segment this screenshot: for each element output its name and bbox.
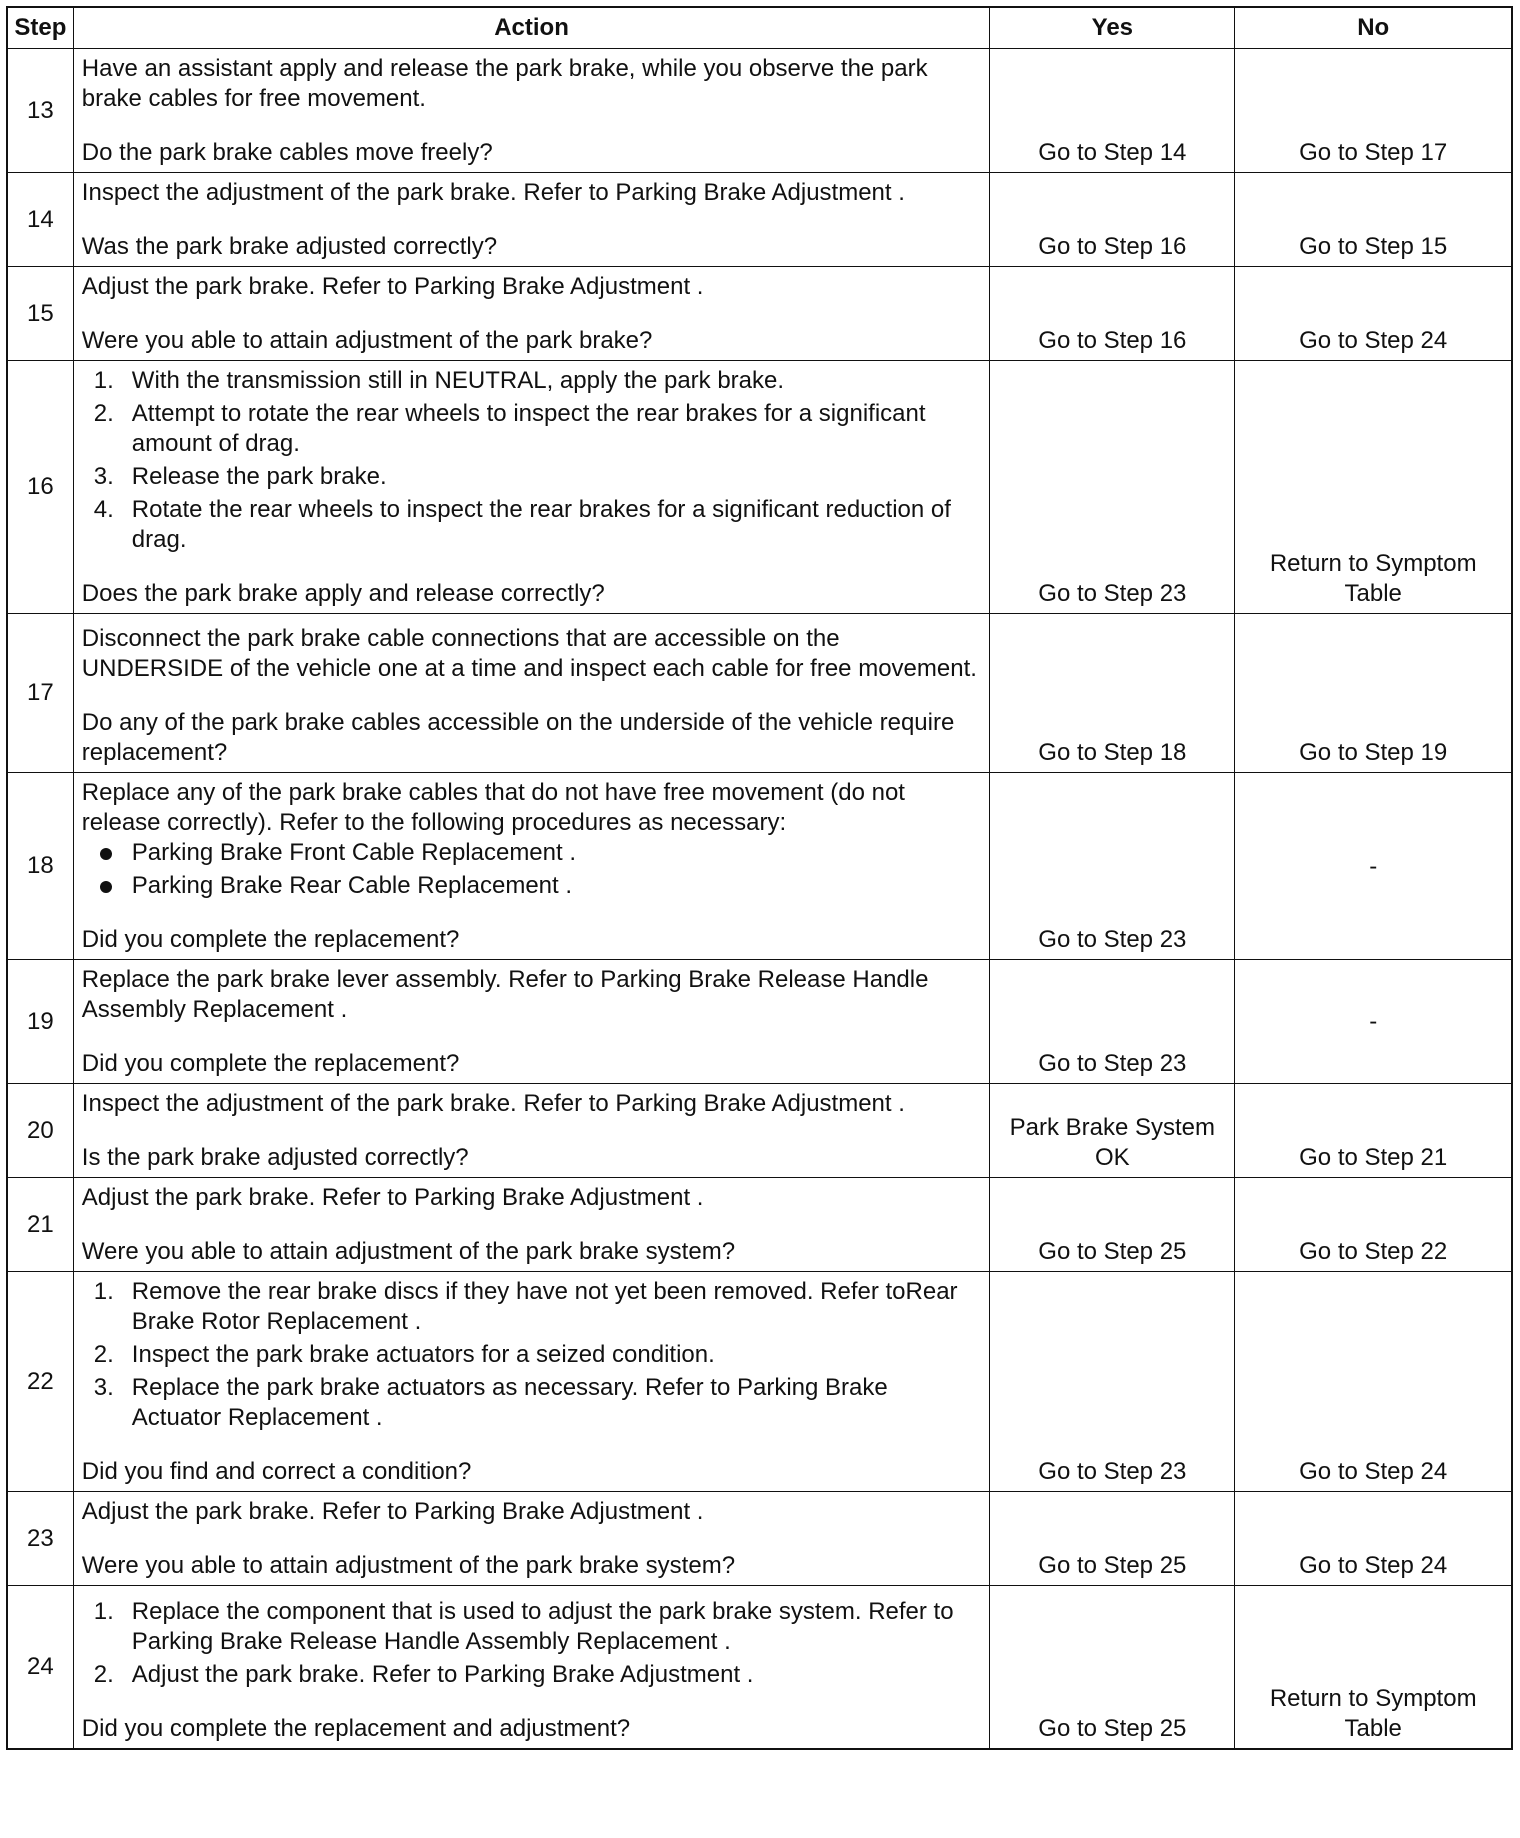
table-row — [7, 614, 1512, 773]
sub-step — [82, 1597, 981, 1657]
table-row — [7, 267, 1512, 361]
action-text: Replace any of the park brake cables that do not have free movement (do not release correctly). Refer to the following procedures as necessary: — [81, 779, 905, 836]
yes-result[interactable]: Go to Step 23 — [990, 960, 1235, 1084]
action-text: Adjust the park brake. Refer to Parking Brake Adjustment . — [81, 273, 704, 300]
question-text: Was the park brake adjusted correctly? — [81, 233, 498, 260]
sub-step-text: Remove the rear brake discs if they have not yet been removed. Refer toRear Brake Rotor Replacement . — [131, 1278, 958, 1335]
header-action: Action — [73, 7, 989, 49]
procedure-link[interactable] — [82, 871, 981, 901]
sub-step-text: Replace the park brake actuators as necessary. Refer to Parking Brake Actuator Replacement . — [131, 1374, 888, 1431]
numbered-steps — [82, 366, 981, 555]
table-row — [7, 1084, 1512, 1178]
action-text: Disconnect the park brake cable connections that are accessible on the UNDERSIDE of the vehicle one at a time and inspect each cable for free movement. — [81, 625, 977, 682]
action-cell — [73, 1492, 989, 1586]
no-result[interactable]: Go to Step 24 — [1235, 1272, 1512, 1492]
action-text: Adjust the park brake. Refer to Parking Brake Adjustment . — [81, 1184, 704, 1211]
numbered-steps — [82, 1277, 981, 1433]
sub-step — [82, 1373, 981, 1433]
question-text: Did you complete the replacement and adjustment? — [81, 1714, 631, 1742]
header-no: No — [1235, 7, 1512, 49]
procedure-label: Parking Brake Front Cable Replacement . — [131, 839, 577, 866]
table-row — [7, 49, 1512, 173]
sub-step-text: Adjust the park brake. Refer to Parking Brake Adjustment . — [131, 1660, 754, 1688]
question-text: Were you able to attain adjustment of the park brake system? — [81, 1552, 736, 1579]
question-text: Is the park brake adjusted correctly? — [81, 1144, 469, 1171]
no-result: - — [1235, 773, 1512, 960]
sub-step-text: Attempt to rotate the rear wheels to inspect the rear brakes for a significant amount of drag. — [131, 400, 926, 457]
no-result[interactable]: Go to Step 21 — [1235, 1084, 1512, 1178]
action-text: Replace the park brake lever assembly. Refer to Parking Brake Release Handle Assembly Replacement . — [81, 966, 929, 1023]
question-text: Does the park brake apply and release correctly? — [81, 580, 605, 607]
table-row — [7, 361, 1512, 614]
action-text: Have an assistant apply and release the park brake, while you observe the park brake cables for free movement. — [81, 55, 928, 112]
table-row — [7, 1492, 1512, 1586]
yes-result[interactable]: Go to Step 14 — [990, 49, 1235, 173]
action-cell — [73, 173, 989, 267]
table-row — [7, 173, 1512, 267]
sub-step — [82, 1660, 981, 1690]
sub-step — [82, 462, 981, 492]
step-number: 13 — [7, 49, 73, 173]
no-result: - — [1235, 960, 1512, 1084]
header-row — [7, 7, 1512, 49]
action-text: Adjust the park brake. Refer to Parking Brake Adjustment . — [81, 1498, 704, 1525]
sub-step-number: 2. — [93, 1341, 114, 1368]
table-row — [7, 1586, 1512, 1749]
yes-result[interactable]: Go to Step 18 — [990, 614, 1235, 773]
question-text: Were you able to attain adjustment of the park brake system? — [81, 1238, 736, 1265]
action-cell — [73, 1178, 989, 1272]
question-text: Did you complete the replacement? — [81, 1050, 460, 1077]
action-cell — [73, 1084, 989, 1178]
action-cell — [73, 49, 989, 173]
sub-step — [82, 366, 981, 396]
header-step: Step — [7, 7, 73, 49]
question-text: Did you find and correct a condition? — [81, 1458, 472, 1485]
procedure-list — [82, 838, 981, 901]
action-cell — [73, 361, 989, 614]
question-text: Do any of the park brake cables accessible on the underside of the vehicle require replacement? — [81, 709, 955, 766]
sub-step-number: 1. — [93, 1597, 114, 1625]
step-number: 20 — [7, 1084, 73, 1178]
step-number: 24 — [7, 1586, 73, 1749]
diagnostic-table — [6, 6, 1513, 1750]
procedure-label: Parking Brake Rear Cable Replacement . — [131, 872, 573, 899]
no-result[interactable]: Go to Step 24 — [1235, 267, 1512, 361]
yes-result[interactable]: Go to Step 23 — [990, 773, 1235, 960]
sub-step-number: 3. — [93, 463, 114, 490]
no-result[interactable]: Go to Step 24 — [1235, 1492, 1512, 1586]
action-text: Inspect the adjustment of the park brake. Refer to Parking Brake Adjustment . — [81, 1090, 905, 1117]
no-result[interactable]: Go to Step 15 — [1235, 173, 1512, 267]
yes-result[interactable]: Go to Step 25 — [990, 1492, 1235, 1586]
yes-result[interactable]: Go to Step 23 — [990, 361, 1235, 614]
no-result[interactable]: Go to Step 22 — [1235, 1178, 1512, 1272]
numbered-steps — [82, 1597, 981, 1690]
sub-step — [82, 399, 981, 459]
sub-step-number: 2. — [93, 1660, 114, 1688]
action-cell — [73, 267, 989, 361]
sub-step-text: Inspect the park brake actuators for a seized condition. — [131, 1341, 715, 1368]
table-row — [7, 1178, 1512, 1272]
sub-step — [82, 495, 981, 555]
question-text: Were you able to attain adjustment of the park brake? — [81, 327, 653, 354]
sub-step — [82, 1277, 981, 1337]
procedure-link[interactable] — [82, 838, 981, 868]
no-result[interactable]: Go to Step 19 — [1235, 614, 1512, 773]
sub-step — [82, 1340, 981, 1370]
step-number: 14 — [7, 173, 73, 267]
yes-result[interactable]: Go to Step 16 — [990, 173, 1235, 267]
yes-result[interactable]: Park Brake System OK — [990, 1084, 1235, 1178]
table-row — [7, 960, 1512, 1084]
action-cell — [73, 1586, 989, 1749]
sub-step-text: Rotate the rear wheels to inspect the rear brakes for a significant reduction of drag. — [131, 496, 951, 553]
action-cell — [73, 960, 989, 1084]
action-cell — [73, 614, 989, 773]
yes-result[interactable]: Go to Step 25 — [990, 1586, 1235, 1749]
step-number: 16 — [7, 361, 73, 614]
sub-step-number: 1. — [93, 1278, 114, 1305]
sub-step-text: Replace the component that is used to adjust the park brake system. Refer to Parking Brake Release Handle Assembly Replacement . — [131, 1597, 954, 1655]
step-number: 18 — [7, 773, 73, 960]
no-result[interactable]: Go to Step 17 — [1235, 49, 1512, 173]
action-cell — [73, 1272, 989, 1492]
table-row — [7, 1272, 1512, 1492]
sub-step-number: 1. — [93, 367, 114, 394]
yes-result[interactable]: Go to Step 16 — [990, 267, 1235, 361]
bullet-icon — [100, 881, 112, 893]
step-number: 23 — [7, 1492, 73, 1586]
step-number: 15 — [7, 267, 73, 361]
sub-step-text: Release the park brake. — [131, 463, 387, 490]
no-result[interactable]: Return to Symptom Table — [1235, 361, 1512, 614]
header-yes: Yes — [990, 7, 1235, 49]
table-row — [7, 773, 1512, 960]
step-number: 19 — [7, 960, 73, 1084]
yes-result[interactable]: Go to Step 23 — [990, 1272, 1235, 1492]
step-number: 22 — [7, 1272, 73, 1492]
yes-result[interactable]: Go to Step 25 — [990, 1178, 1235, 1272]
action-text: Inspect the adjustment of the park brake. Refer to Parking Brake Adjustment . — [81, 179, 905, 206]
step-number: 17 — [7, 614, 73, 773]
bullet-icon — [100, 848, 112, 860]
question-text: Do the park brake cables move freely? — [81, 139, 493, 166]
sub-step-number: 2. — [93, 400, 114, 427]
sub-step-number: 4. — [93, 496, 114, 523]
action-cell — [73, 773, 989, 960]
question-text: Did you complete the replacement? — [81, 926, 460, 953]
step-number: 21 — [7, 1178, 73, 1272]
sub-step-text: With the transmission still in NEUTRAL, apply the park brake. — [131, 367, 785, 394]
no-result[interactable]: Return to Symptom Table — [1235, 1586, 1512, 1749]
sub-step-number: 3. — [93, 1374, 114, 1401]
